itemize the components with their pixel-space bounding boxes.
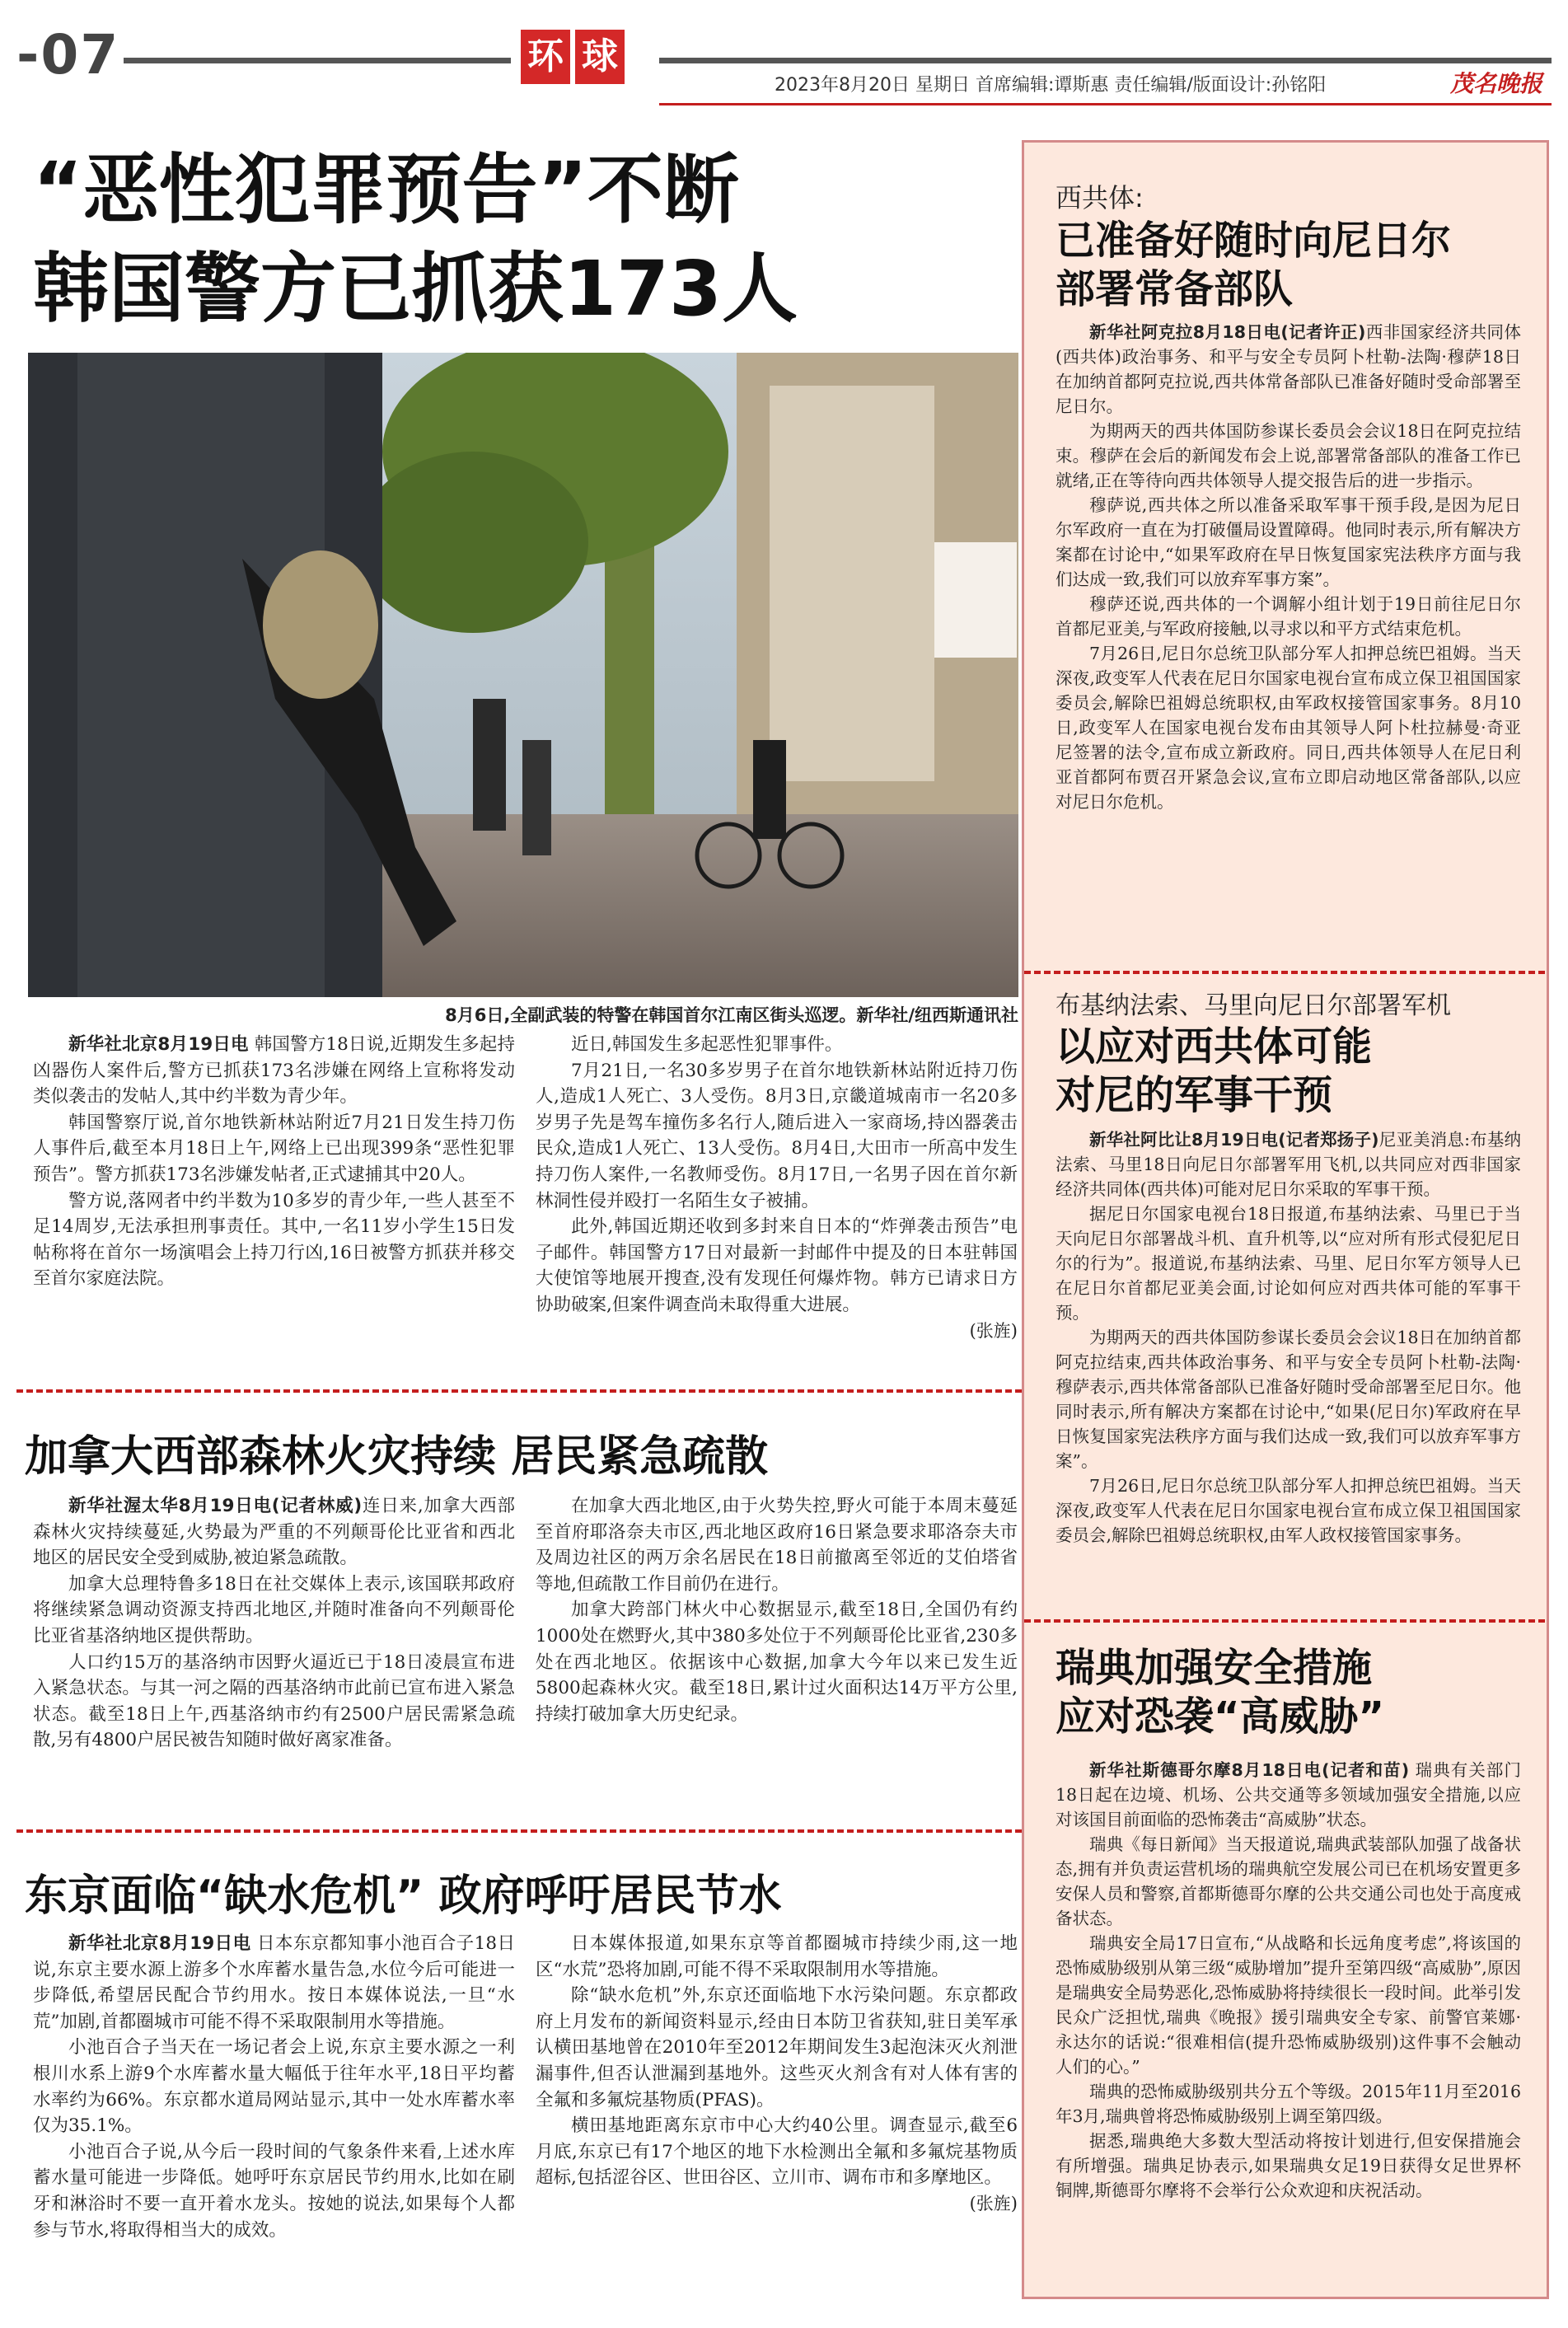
- paragraph: 7月26日,尼日尔总统卫队部分军人扣押总统巴祖姆。当天深夜,政变军人代表在尼日尔国家电视台宣布成立保卫祖国国家委员会,解除巴祖姆总统职权,由军人政权接管国家事务。: [1055, 1476, 1521, 1545]
- dateline: 新华社阿克拉8月18日电(记者许正): [1089, 322, 1366, 342]
- issue-info: 2023年8月20日 星期日 首席编辑:谭斯惠 责任编辑/版面设计:孙铭阳: [775, 75, 1327, 96]
- paragraph: 人口约15万的基洛纳市因野火逼近已于18日凌晨宣布进入紧急状态。与其一河之隔的西基洛纳市此前已宣布进入紧急状态。截至18日上午,西基洛纳市约有2500户居民需紧急疏散,另有4800户居民被告知随时做好离家准备。: [33, 1651, 515, 1751]
- page-number: -07: [16, 23, 120, 87]
- paragraph: 横田基地距离东京市中心大约40公里。调查显示,截至6月底,东京已有17个地区的地下水检测出全氟和多氟烷基物质超标,包括涩谷区、世田谷区、立川市、调布市和多摩地区。: [536, 2115, 1018, 2189]
- paragraph: 瑞典有关部门18日起在边境、机场、公共交通等多领域加强安全措施,以应对该国目前面临的恐怖袭击“高威胁”状态。: [1055, 1760, 1521, 1829]
- paragraph: 日本东京都知事小池百合子18日说,东京主要水源上游多个水库蓄水量告急,水位今后可能进一步降低,希望居民配合节约用水。按日本媒体说法,一旦“水荒”加剧,首都圈城市可能不得不采取限制用水等措施。: [33, 1933, 515, 2032]
- sidebar-headline-1: 已准备好随时向尼日尔 部署常备部队: [1055, 218, 1452, 312]
- paragraph: 7月26日,尼日尔总统卫队部分军人扣押总统巴祖姆。当天深夜,政变军人代表在尼日尔国家电视台宣布成立保卫祖国国家委员会,解除巴祖姆总统职权,由军政权接管国家事务。8月10日,政变军人在国家电视台发布由其领导人阿卜杜拉赫曼·奇亚尼签署的法令,宣布成立新政府。同日,西共体领导人在尼日利亚首都阿布贾召开紧急会议,宣布立即启动地区常备部队,以应对尼日尔危机。: [1055, 644, 1521, 812]
- sidebar-kicker-1: 西共体:: [1055, 182, 1144, 213]
- paragraph: 据尼日尔国家电视台18日报道,布基纳法索、马里已于当天向尼日尔部署战斗机、直升机等,以“应对所有形式侵犯尼日尔的行为”。报道说,布基纳法索、马里、尼日尔军方领导人已在尼日尔首都尼亚美会面,讨论如何应对西共体可能的军事干预。: [1055, 1204, 1521, 1323]
- author: (张旌): [969, 2193, 1018, 2213]
- canada-col-1: [33, 1493, 515, 1754]
- section-divider: [16, 1389, 1030, 1393]
- paragraph: 7月21日,一名30多岁男子在首尔地铁新林站附近持刀伤人,造成1人死亡、3人受伤。8月3日,京畿道城南市一名20多岁男子先是驾车撞伤多名行人,随后进入一家商场,持凶器袭击民众,造成1人死亡、13人受伤。8月4日,大田市一所高中发生持刀伤人案件,一名教师受伤。8月17日,一名男子因在首尔新林洞性侵并殴打一名陌生女子被捕。: [536, 1060, 1018, 1211]
- dateline: 新华社渥太华8月19日电(记者林威): [68, 1496, 363, 1516]
- section-badge-1: 环: [521, 30, 570, 84]
- paragraph: 西非国家经济共同体(西共体)政治事务、和平与安全专员阿卜杜勒-法陶·穆萨18日在加纳首都阿克拉说,西共体常备部队已准备好随时受命部署至尼日尔。: [1055, 322, 1522, 416]
- paragraph: 加拿大总理特鲁多18日在社交媒体上表示,该国联邦政府将继续紧急调动资源支持西北地区,并随时准备向不列颠哥伦比亚省基洛纳地区提供帮助。: [33, 1573, 515, 1646]
- paragraph: 瑞典的恐怖威胁级别共分五个等级。2015年11月至2016年3月,瑞典曾将恐怖威胁级别上调至第四级。: [1055, 2082, 1521, 2126]
- paragraph: 小池百合子当天在一场记者会上说,东京主要水源之一利根川水系上游9个水库蓄水量大幅低于往年水平,18日平均蓄水率约为66%。东京都水道局网站显示,其中一处水库蓄水率仅为35.1%。: [33, 2037, 515, 2137]
- paragraph: 瑞典《每日新闻》当天报道说,瑞典武装部队加强了战备状态,拥有并负责运营机场的瑞典航空发展公司已在机场安置更多安保人员和警察,首都斯德哥尔摩的公共交通公司也处于高度戒备状态。: [1055, 1834, 1521, 1928]
- sidebar-divider: [1024, 971, 1547, 974]
- canada-col-2: [536, 1493, 1018, 1727]
- paragraph: 为期两天的西共体国防参谋长委员会会议18日在加纳首都阿克拉结束,西共体政治事务、和平与安全专员阿卜杜勒-法陶·穆萨表示,西共体常备部队已准备好随时受命部署至尼日尔。他同时表示,所有解决方案都在讨论中,“如果(尼日尔)军政府在早日恢复国家宪法秩序方面与我们达成一致,我们可以放弃军事方案”。: [1055, 1328, 1521, 1471]
- sidebar-panel: [1022, 140, 1549, 2299]
- paragraph: 在加拿大西北地区,由于火势失控,野火可能于本周末蔓延至首府耶洛奈夫市区,西北地区政府16日紧急要求耶洛奈夫市及周边社区的两万余名居民在18日前撤离至邻近的艾伯塔省等地,但疏散工作目前仍在进行。: [536, 1496, 1018, 1595]
- paragraph: 日本媒体报道,如果东京等首都圈城市持续少雨,这一地区“水荒”恐将加剧,可能不得不采取限制用水等措施。: [536, 1933, 1018, 1980]
- dateline: 新华社北京8月19日电: [68, 1933, 251, 1954]
- dateline: 新华社北京8月19日电: [68, 1034, 249, 1055]
- paragraph: 加拿大跨部门林火中心数据显示,截至18日,全国仍有约1000处在燃野火,其中380多处位于不列颠哥伦比亚省,230多处在西北地区。依据该中心数据,加拿大今年以来已发生近5800起森林火灾。截至18日,累计过火面积达14万平方公里,持续打破加拿大历史纪录。: [536, 1600, 1018, 1725]
- paragraph: 穆萨说,西共体之所以准备采取军事干预手段,是因为尼日尔军政府一直在为打破僵局设置障碍。他同时表示,所有解决方案都在讨论中,“如果军政府在早日恢复国家宪法秩序方面与我们达成一致,我们可以放弃军事方案”。: [1055, 495, 1521, 589]
- sidebar-kicker-2: 布基纳法索、马里向尼日尔部署军机: [1055, 991, 1451, 1020]
- paragraph: 此外,韩国近期还收到多封来自日本的“炸弹袭击预告”电子邮件。韩国警方17日对最新一封邮件中提及的日本驻韩国大使馆等地展开搜查,没有发现任何爆炸物。韩方已请求日方协助破案,但案件调查尚未取得重大进展。: [536, 1216, 1018, 1315]
- paragraph: 近日,韩国发生多起恶性犯罪事件。: [571, 1034, 843, 1055]
- tokyo-col-1: [33, 1931, 515, 2243]
- sidebar-headline-2: 以应对西共体可能 对尼的军事干预: [1055, 1023, 1373, 1118]
- sidebar-article-3: [1055, 1758, 1521, 2203]
- paragraph: 韩国警察厅说,首尔地铁新林站附近7月21日发生持刀伤人事件后,截至本月18日上午,网络上已出现399条“恶性犯罪预告”。警方抓获173名涉嫌发帖者,正式逮捕其中20人。: [33, 1112, 515, 1185]
- dateline: 新华社阿比让8月19日电(记者郑扬子): [1089, 1130, 1379, 1150]
- photo-caption: 8月6日,全副武装的特警在韩国首尔江南区街头巡逻。新华社/纽西斯通讯社: [445, 1005, 1018, 1025]
- tokyo-col-2: [536, 1931, 1018, 2218]
- paragraph: 为期两天的西共体国防参谋长委员会会议18日在阿克拉结束。穆萨在会后的新闻发布会上说,部署常备部队的准备工作已就绪,正在等待向西共体领导人提交报告后的进一步指示。: [1055, 421, 1521, 490]
- paragraph: 瑞典安全局17日宣布,“从战略和长远角度考虑”,将该国的恐怖威胁级别从第三级“威胁增加”提升至第四级“高威胁”,原因是瑞典安全局势恶化,恐怖威胁将持续很长一段时间。此举引发民众广泛担忧,瑞典《晚报》援引瑞典安全专家、前警官莱娜·永达尔的话说:“很难相信(提升恐怖威胁级别)这件事不会触动人们的心。”: [1055, 1933, 1521, 2077]
- sidebar-divider: [1024, 1619, 1547, 1623]
- sidebar-article-2: [1055, 1127, 1521, 1548]
- headline-line-1: “恶性犯罪预告”不断: [33, 146, 739, 234]
- headline-line-2: 韩国警方已抓获173人: [33, 245, 798, 333]
- paragraph: 穆萨还说,西共体的一个调解小组计划于19日前往尼日尔首都尼亚美,与军政府接触,以寻求以和平方式结束危机。: [1055, 594, 1521, 639]
- paragraph: 韩国警方18日说,近期发生多起持凶器伤人案件后,警方已抓获173名涉嫌在网络上宣称将发动类似袭击的发帖人,其中约半数为青少年。: [33, 1034, 515, 1108]
- tokyo-headline: 东京面临“缺水危机” 政府呼吁居民节水: [25, 1871, 782, 1921]
- dateline: 新华社斯德哥尔摩8月18日电(记者和苗): [1089, 1760, 1410, 1780]
- main-article-col-1: [33, 1032, 515, 1292]
- canada-headline: 加拿大西部森林火灾持续 居民紧急疏散: [25, 1432, 769, 1482]
- author: (张旌): [969, 1320, 1018, 1341]
- news-photo: [28, 353, 1018, 997]
- paragraph: 据悉,瑞典绝大多数大型活动将按计划进行,但安保措施会有所增强。瑞典足协表示,如果瑞典女足19日获得女足世界杯铜牌,斯德哥尔摩将不会举行公众欢迎和庆祝活动。: [1055, 2131, 1521, 2200]
- section-divider: [16, 1829, 1030, 1833]
- paragraph: 小池百合子说,从今后一段时间的气象条件来看,上述水库蓄水量可能进一步降低。她呼吁东京居民节约用水,比如在刷牙和淋浴时不要一直开着水龙头。按她的说法,如果每个人都参与节水,将取得相当大的成效。: [33, 2141, 515, 2241]
- header-accent-rule: [659, 103, 1552, 105]
- header-rule: [124, 58, 511, 63]
- section-badge-2: 球: [575, 30, 625, 84]
- main-article-col-2: [536, 1032, 1018, 1344]
- paragraph: 连日来,加拿大西部森林火灾持续蔓延,火势最为严重的不列颠哥伦比亚省和西北地区的居民安全受到威胁,被迫紧急疏散。: [33, 1496, 515, 1569]
- sidebar-headline-3: 瑞典加强安全措施 应对恐袭“高威胁”: [1055, 1645, 1385, 1740]
- paragraph: 尼亚美消息:布基纳法索、马里18日向尼日尔部署军用飞机,以共同应对西非国家经济共同体(西共体)可能对尼日尔采取的军事干预。: [1055, 1130, 1522, 1199]
- newspaper-logo: 茂名晚报: [1450, 70, 1543, 97]
- paragraph: 除“缺水危机”外,东京还面临地下水污染问题。东京都政府上月发布的新闻资料显示,经由日本防卫省获知,驻日美军承认横田基地曾在2010年至2012年期间发生3起泡沫灭火剂泄漏事件,但否认泄漏到基地外。这些灭火剂含有对人体有害的全氟和多氟烷基物质(PFAS)。: [536, 1985, 1018, 2110]
- paragraph: 警方说,落网者中约半数为10多岁的青少年,一些人甚至不足14周岁,无法承担刑事责任。其中,一名11岁小学生15日发帖称将在首尔一场演唱会上持刀行凶,16日被警方抓获并移交至首尔家庭法院。: [33, 1190, 515, 1290]
- sidebar-article-1: [1055, 320, 1521, 814]
- header-rule-right: [659, 58, 1552, 63]
